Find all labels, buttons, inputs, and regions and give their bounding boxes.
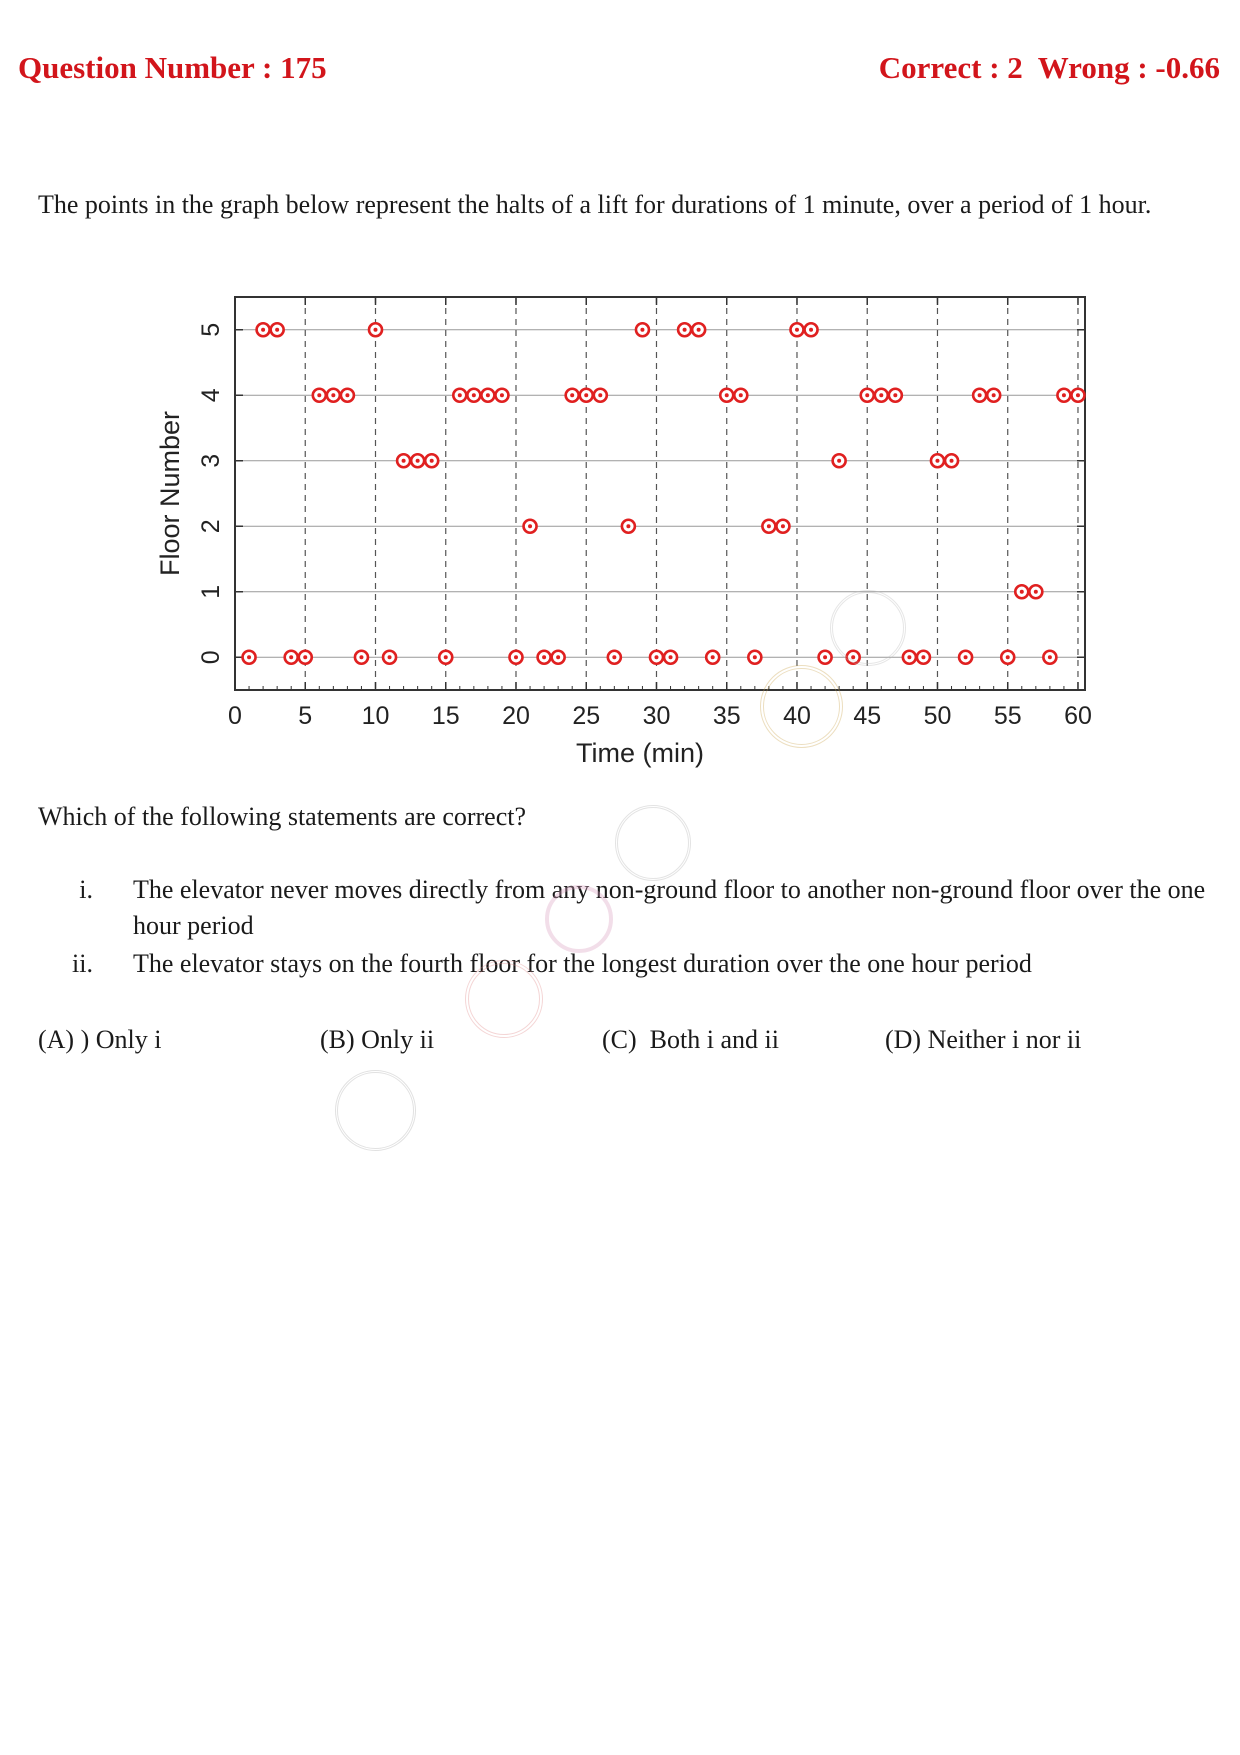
y-tick-label: 4 <box>197 388 225 403</box>
data-point <box>805 323 818 336</box>
x-tick-label: 15 <box>431 702 460 730</box>
data-point <box>819 651 832 664</box>
data-point <box>580 389 593 402</box>
data-point <box>1015 585 1028 598</box>
data-point <box>341 389 354 402</box>
y-tick-label: 0 <box>197 650 225 665</box>
plot-frame <box>235 297 1085 690</box>
question-number: Question Number : 175 <box>18 50 327 85</box>
data-point <box>692 323 705 336</box>
y-tick-label: 5 <box>197 322 225 337</box>
x-tick-label: 20 <box>502 702 530 730</box>
data-point <box>903 651 916 664</box>
x-tick-label: 25 <box>572 702 601 730</box>
statement-number: i. <box>79 875 93 904</box>
y-axis-label: Floor Number <box>155 410 185 577</box>
option-c[interactable]: (C) Both i and ii <box>602 1025 779 1054</box>
x-tick-label: 50 <box>923 702 952 730</box>
data-point <box>397 454 410 467</box>
x-tick-label: 30 <box>642 702 671 730</box>
data-point <box>481 389 494 402</box>
statement-text: The elevator stays on the fourth floor for the longest duration over the one hour period <box>133 949 1032 978</box>
y-tick-label: 2 <box>197 519 225 534</box>
data-point <box>636 323 649 336</box>
answer-options <box>38 1025 1218 1065</box>
x-tick-label: 55 <box>993 702 1022 730</box>
data-point <box>243 651 256 664</box>
data-point <box>566 389 579 402</box>
data-point <box>622 520 635 533</box>
data-point <box>411 454 424 467</box>
lift-halts-chart <box>155 285 1100 775</box>
data-point <box>608 651 621 664</box>
data-point <box>889 389 902 402</box>
data-point <box>524 520 537 533</box>
data-point <box>945 454 958 467</box>
x-tick-label: 45 <box>853 702 882 730</box>
data-point <box>313 389 326 402</box>
data-point <box>327 389 340 402</box>
data-point <box>790 323 803 336</box>
scatter-plot <box>155 285 1100 775</box>
x-tick-label: 35 <box>712 702 741 730</box>
x-tick-label: 10 <box>361 702 390 730</box>
data-point <box>987 389 1000 402</box>
question-header <box>18 50 1220 100</box>
data-point <box>271 323 284 336</box>
option-a[interactable]: (A) ) Only i <box>38 1025 162 1054</box>
question-prompt: Which of the following statements are correct? <box>38 802 527 831</box>
statement-text: The elevator never moves directly from any non-ground floor to another non-ground floor over the one hour period <box>133 875 1206 940</box>
data-point <box>917 651 930 664</box>
data-point <box>594 389 607 402</box>
data-point <box>931 454 944 467</box>
marking-scheme: Correct : 2 Wrong : -0.66 <box>878 50 1220 85</box>
data-point <box>285 651 298 664</box>
data-point <box>453 389 466 402</box>
statement-ii <box>55 946 1225 982</box>
x-tick-label: 5 <box>298 702 313 730</box>
x-axis-label: Time (min) <box>576 738 704 768</box>
data-point <box>678 323 691 336</box>
data-point <box>1071 389 1084 402</box>
statement-i <box>55 872 1225 944</box>
data-point <box>875 389 888 402</box>
data-point <box>762 520 775 533</box>
watermark-seal <box>615 805 691 881</box>
data-point <box>1043 651 1056 664</box>
data-point <box>552 651 565 664</box>
data-point <box>776 520 789 533</box>
data-point <box>425 454 438 467</box>
y-tick-label: 1 <box>197 584 225 599</box>
data-point <box>833 454 846 467</box>
data-point <box>650 651 663 664</box>
x-tick-label: 0 <box>228 702 242 730</box>
y-tick-label: 3 <box>197 453 225 468</box>
data-point <box>1057 389 1070 402</box>
data-point <box>538 651 551 664</box>
data-point <box>369 323 382 336</box>
data-point <box>1001 651 1014 664</box>
data-point <box>847 651 860 664</box>
data-point <box>664 651 677 664</box>
data-point <box>509 651 522 664</box>
data-point <box>706 651 719 664</box>
data-point <box>959 651 972 664</box>
option-b[interactable]: (B) Only ii <box>320 1025 435 1054</box>
data-point <box>299 651 312 664</box>
question-text: The points in the graph below represent the halts of a lift for durations of 1 minute, over a period of 1 hour. <box>38 190 1152 219</box>
data-point <box>973 389 986 402</box>
x-tick-label: 40 <box>783 702 811 730</box>
data-point <box>495 389 508 402</box>
data-point <box>861 389 874 402</box>
data-point <box>257 323 270 336</box>
statement-number: ii. <box>72 949 93 978</box>
data-point <box>383 651 396 664</box>
data-point <box>748 651 761 664</box>
data-point <box>720 389 733 402</box>
data-point <box>439 651 452 664</box>
x-tick-label: 60 <box>1064 702 1092 730</box>
data-point <box>355 651 368 664</box>
option-d[interactable]: (D) Neither i nor ii <box>885 1025 1082 1054</box>
data-point <box>1029 585 1042 598</box>
data-point <box>467 389 480 402</box>
data-point <box>734 389 747 402</box>
watermark-seal <box>335 1070 416 1151</box>
